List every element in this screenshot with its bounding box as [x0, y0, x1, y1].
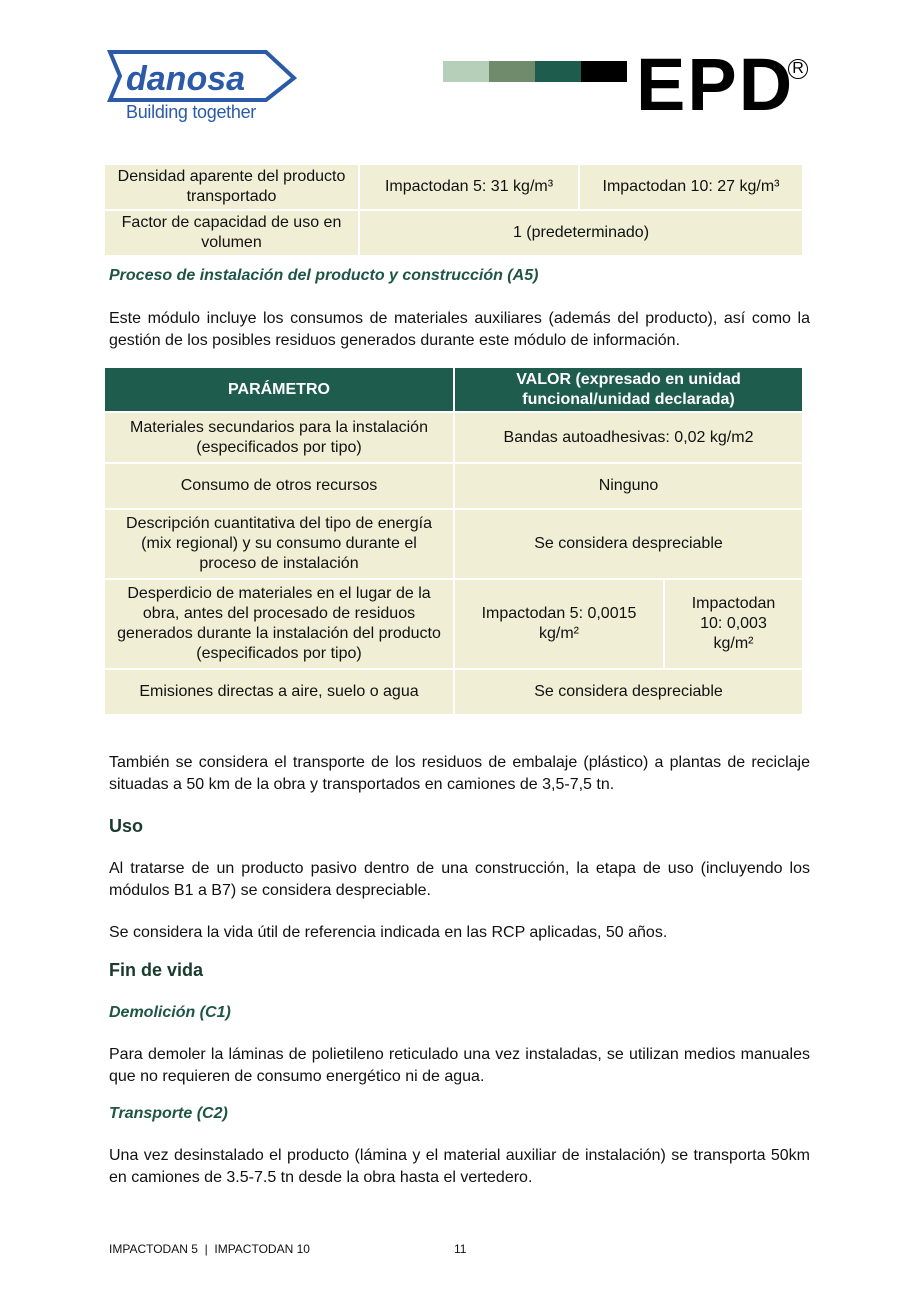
table-cell: Materiales secundarios para la instalación (especificados por tipo): [105, 413, 453, 462]
table-cell: Impactodan 5: 0,0015 kg/m²: [455, 580, 663, 668]
color-bar: [581, 61, 627, 82]
page-number: 11: [454, 1242, 467, 1256]
svg-text:danosa: danosa: [126, 60, 246, 98]
table-row: [105, 580, 802, 668]
table-row: [105, 413, 802, 462]
table-cell: Bandas autoadhesivas: 0,02 kg/m2: [455, 413, 802, 462]
table-cell: 1 (predeterminado): [360, 211, 802, 255]
table-cell: Impactodan 10: 0,003 kg/m²: [665, 580, 802, 668]
paragraph: Se considera la vida útil de referencia indicada en las RCP aplicadas, 50 años.: [109, 924, 668, 941]
table-row: [105, 670, 802, 714]
table-cell: Desperdicio de materiales en el lugar de la obra, antes del procesado de residuos generados durante la instalación del producto (especificados por tipo): [105, 580, 453, 668]
color-bar: [489, 61, 535, 82]
table-row: [105, 211, 802, 255]
epd-color-bars: [443, 61, 627, 82]
paragraph: Una vez desinstalado el producto (lámina y el material auxiliar de instalación) se transporta 50km en camiones de 3.5-7.5 tn desde la obra hasta el vertedero.: [109, 1147, 810, 1186]
subheading-c1: Demolición (C1): [109, 1004, 231, 1021]
table-cell: Consumo de otros recursos: [105, 464, 453, 508]
color-bar: [443, 61, 489, 82]
paragraph: Este módulo incluye los consumos de materiales auxiliares (además del producto), así como la gestión de los posibles residuos generados durante este módulo de información.: [109, 310, 810, 349]
table-cell: Emisiones directas a aire, suelo o agua: [105, 670, 453, 714]
paragraph: Para demoler la láminas de polietileno reticulado una vez instaladas, se utilizan medios manuales que no requieren de consumo energético ni de agua.: [109, 1046, 810, 1085]
table-header-row: [105, 368, 802, 411]
paragraph: Al tratarse de un producto pasivo dentro de una construcción, la etapa de uso (incluyendo los módulos B1 a B7) se considera despreciable.: [109, 860, 810, 899]
table-cell: Ninguno: [455, 464, 802, 508]
footer-product: IMPACTODAN 5 | IMPACTODAN 10: [109, 1242, 310, 1256]
table-cell: Densidad aparente del producto transportado: [105, 165, 358, 209]
table-cell: Se considera despreciable: [455, 670, 802, 714]
section-heading-fin-de-vida: Fin de vida: [109, 960, 204, 980]
epd-logo: EPD: [636, 43, 795, 126]
table-cell: Se considera despreciable: [455, 510, 802, 578]
subheading-c2: Transporte (C2): [109, 1105, 228, 1122]
column-header: VALOR (expresado en unidad funcional/unidad declarada): [455, 368, 802, 411]
table-row: [105, 165, 802, 209]
table-cell: Descripción cuantitativa del tipo de energía (mix regional) y su consumo durante el proceso de instalación: [105, 510, 453, 578]
registered-mark: R: [788, 59, 808, 79]
section-heading-a5: Proceso de instalación del producto y construcción (A5): [109, 267, 539, 284]
section-heading-uso: Uso: [109, 816, 144, 836]
column-header: PARÁMETRO: [105, 368, 453, 411]
logo-tagline: Building together: [126, 102, 256, 122]
transport-table: [103, 163, 804, 257]
color-bar: [535, 61, 581, 82]
table-cell: Factor de capacidad de uso en volumen: [105, 211, 358, 255]
table-row: [105, 510, 802, 578]
table-row: [105, 464, 802, 508]
table-cell: Impactodan 5: 31 kg/m³: [360, 165, 578, 209]
table-cell: Impactodan 10: 27 kg/m³: [580, 165, 802, 209]
installation-parameters-table: [103, 366, 804, 716]
paragraph: También se considera el transporte de los residuos de embalaje (plástico) a plantas de reciclaje situadas a 50 km de la obra y transportados en camiones de 3,5-7,5 tn.: [109, 754, 810, 793]
